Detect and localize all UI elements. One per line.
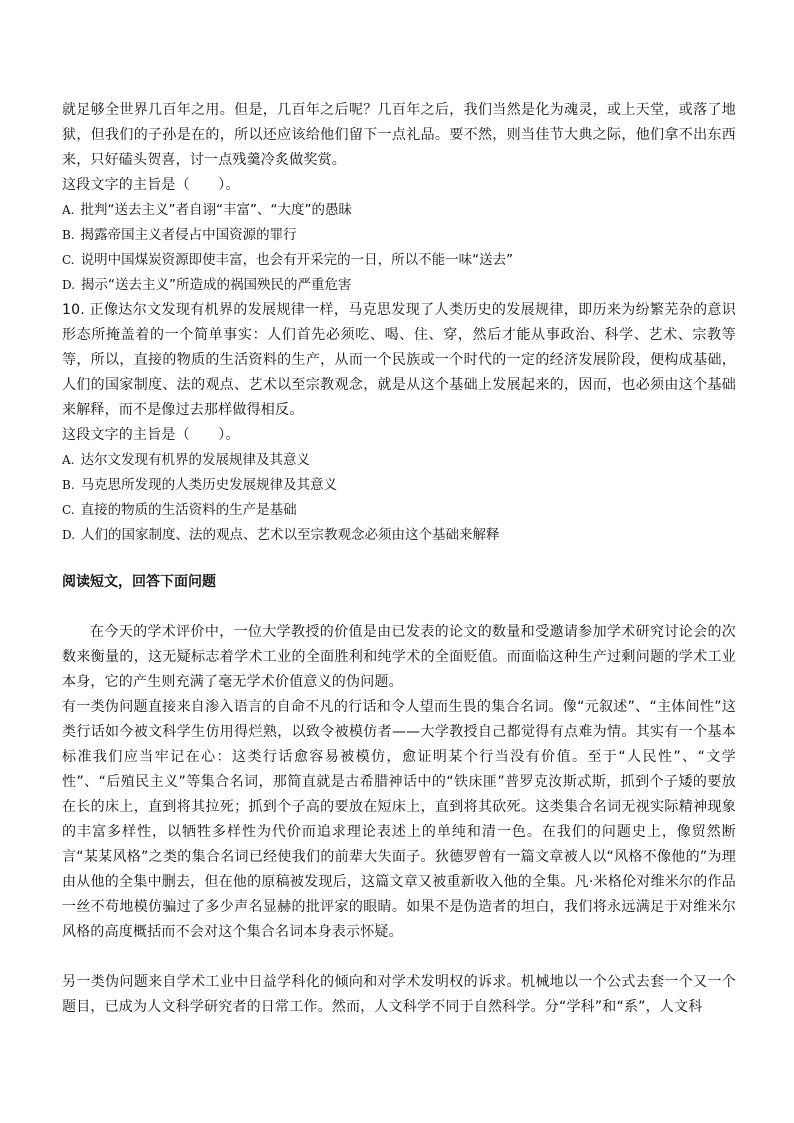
option-key: A. [62, 203, 75, 217]
q10-option-a [62, 448, 736, 473]
q9-question: 这段文字的主旨是（ ）。 [62, 177, 240, 193]
option-text: 揭露帝国主义者侵占中国资源的罪行 [80, 227, 297, 243]
option-text: 揭示“送去主义”所造成的祸国殃民的严重危害 [81, 277, 352, 293]
option-key: C. [62, 253, 75, 267]
question-10-block [62, 298, 736, 548]
section-heading-block [62, 570, 736, 595]
option-key: B. [62, 478, 75, 492]
section-heading: 阅读短文，回答下面问题 [62, 574, 216, 590]
q10-option-d [62, 523, 736, 548]
option-text: 直接的物质的生活资料的生产是基础 [80, 502, 297, 518]
option-text: 批判“送去主义”者自诩“丰富”、“大度”的愚昧 [80, 202, 352, 218]
q9-option-d [62, 273, 736, 298]
option-key: D. [62, 528, 76, 542]
q10-question: 这段文字的主旨是（ ）。 [62, 427, 240, 443]
q10-option-b [62, 473, 736, 498]
passage-paragraph-3: 另一类伪问题来自学术工业中日益学科化的倾向和对学术发明权的诉求。机械地以一个公式去套一个又一个题目，已成为人文科学研究者的日常工作。然而，人文科学不同于自然科学。分“学科”和“系”，人文科 [62, 974, 736, 1015]
q10-passage: 10. 正像达尔文发现有机界的发展规律一样，马克思发现了人类历史的发展规律，即历来为纷繁芜杂的意识形态所掩盖着的一个简单事实：人们首先必须吃、喝、住、穿，然后才能从事政治、科学、艺术、宗教等等，所以，直接的物质的生活资料的生产，从而一个民族或一个时代的一定的经济发展阶段，便构成基础，人们的国家制度、法的观点、艺术以至宗教观念，就是从这个基础上发展起来的，因而，也必须由这个基础来解释，而不是像过去那样做得相反。 [62, 302, 736, 418]
q9-option-a [62, 198, 736, 223]
reading-passage-block-2 [62, 970, 736, 1020]
q9-passage: 就足够全世界几百年之用。但是，几百年之后呢？几百年之后，我们当然是化为魂灵，或上天堂，或落了地狱，但我们的子孙是在的，所以还应该给他们留下一点礼品。要不然，则当佳节大典之际，他们拿不出东西来，只好磕头贺喜，讨一点残羹冷炙做奖赏。 [62, 102, 736, 168]
q10-option-c [62, 498, 736, 523]
option-text: 达尔文发现有机界的发展规律及其意义 [80, 452, 310, 468]
option-text: 马克思所发现的人类历史发展规律及其意义 [80, 477, 338, 493]
q9-option-b [62, 223, 736, 248]
passage-paragraph-2: 有一类伪问题直接来自渗入语言的自命不凡的行话和令人望而生畏的集合名词。像“元叙述”、“主体间性”这类行话如今被文科学生仿用得烂熟，以致令被模仿者——大学教授自己都觉得有点难为情。其实有一个基本标准我们应当牢记在心：这类行话愈容易被模仿，愈证明某个行当没有价值。至于“人民性”、“文学性”、“后殖民主义”等集合名词，那简直就是古希腊神话中的“铁床匪”普罗克汝斯忒斯，抓到个子矮的要放在长的床上，直到将其拉死；抓到个子高的要放在短床上，直到将其砍死。这类集合名词无视实际精神现象的丰富多样性，以牺牲多样性为代价而追求理论表述上的单纯和清一色。在我们的问题史上，像贸然断言“某某风格”之类的集合名词已经使我们的前辈大失面子。狄德罗曾有一篇文章被人以“风格不像他的”为理由从他的全集中删去，但在他的原稿被发现后，这篇文章又被重新收入他的全集。凡·米格伦对维米尔的作品一丝不苟地模仿骗过了多少声名显赫的批评家的眼睛。如果不是伪造者的坦白，我们将永远满足于对维米尔风格的高度概括而不会对这个集合名词本身表示怀疑。 [62, 699, 736, 940]
option-text: 人们的国家制度、法的观点、艺术以至宗教观念必须由这个基础来解释 [81, 527, 500, 543]
question-9-block [62, 98, 736, 298]
option-text: 说明中国煤炭资源即使丰富，也会有开采完的一日，所以不能一味“送去” [80, 252, 514, 268]
reading-passage-block [62, 620, 736, 945]
option-key: B. [62, 228, 75, 242]
passage-paragraph-1: 在今天的学术评价中，一位大学教授的价值是由已发表的论文的数量和受邀请参加学术研究讨论会的次数来衡量的，这无疑标志着学术工业的全面胜利和纯学术的全面贬值。而面临这种生产过剩问题的学术工业本身，它的产生则充满了毫无学术价值意义的伪问题。 [62, 624, 736, 690]
option-key: A. [62, 453, 75, 467]
option-key: C. [62, 503, 75, 517]
option-key: D. [62, 278, 76, 292]
q9-option-c [62, 248, 736, 273]
